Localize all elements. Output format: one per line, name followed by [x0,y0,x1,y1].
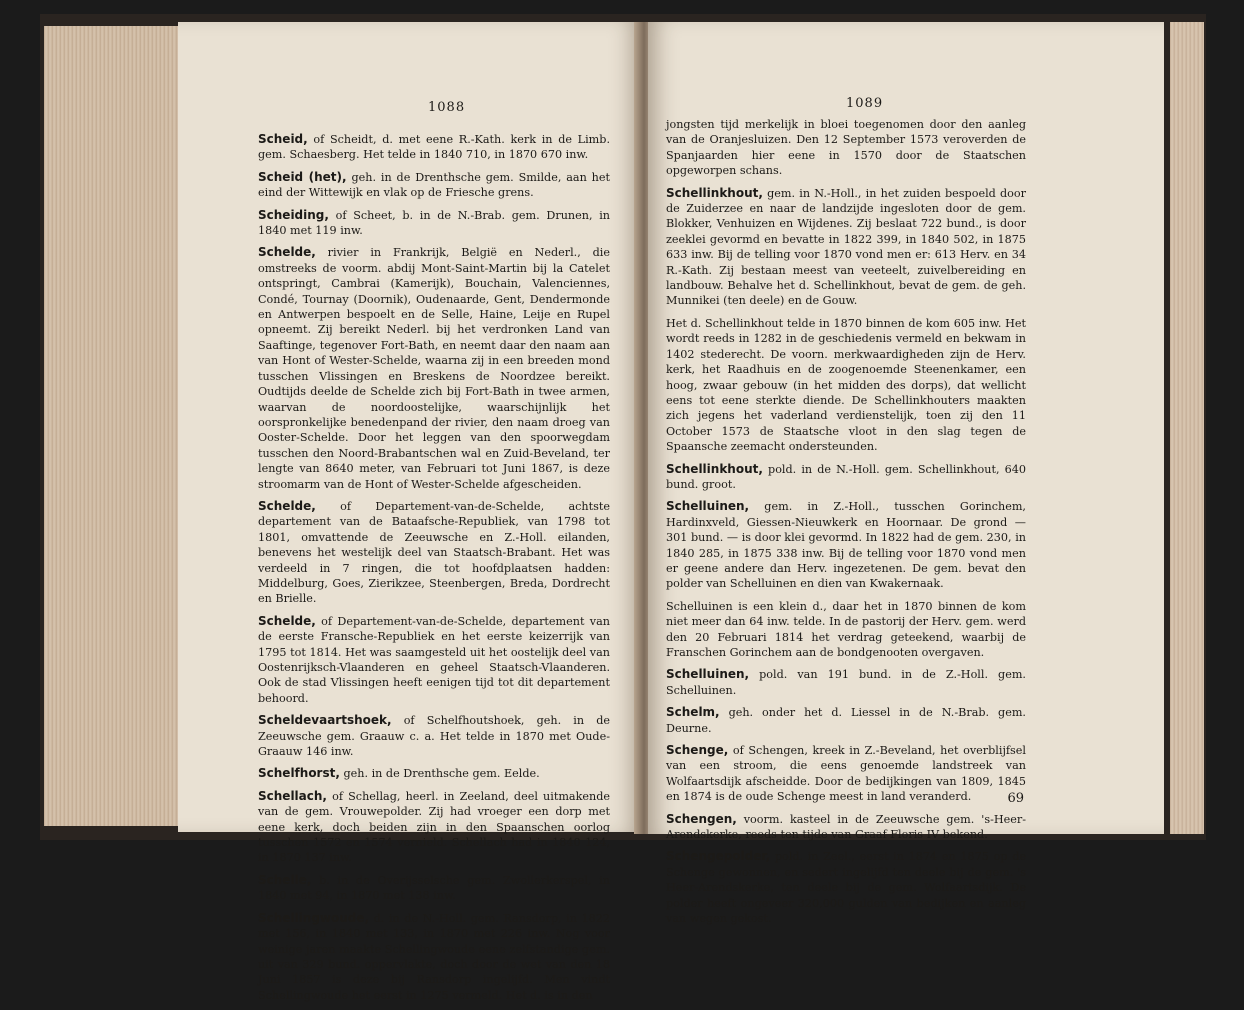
dictionary-entry [258,766,610,781]
right-page-column [666,117,1026,934]
dictionary-entry [666,186,1026,309]
dictionary-entry [666,667,1026,698]
entry-text: of Scheet, b. in de N.-Brab. gem. Drunen, in 1840 met 119 inw. [258,208,610,238]
entry-text: gem. in N.-Holl., in het zuiden bespoeld door de Zuiderzee en naar de landzijde ingesloten door de gem. Blokker, Venhuizen en Wijdenes. Zij beslaat 722 bund., is door zeeklei gevormd en bevatte in 1822 399, in 1840 502, in 1875 633 inw. Bij de telling voor 1870 vond men er: 613 Herv. en 34 R.-Kath. Zij bestaan meest van veeteelt, zuivelbereiding en landbouw. Behalve het d. Schellinkhout, bevat de gem. de geh. Munnikei (ten deele) en de Gouw. [666,186,1026,308]
entry-headword: Schelde, [258,245,316,260]
entry-headword: Schelm, [666,705,720,720]
entry-text: Het d. Schellinkhout telde in 1870 binnen de kom 605 inw. Het wordt reeds in 1282 in de geschiedenis vermeld en bekwam in 1402 stederecht. De voorn. merkwaardigheden zijn de Herv. kerk, het Raadhuis en de zoogenoemde Steenenkamer, een hoog, zwaar gebouw (in het midden des dorps), dat wellicht eens tot eene sterkte diende. De Schellinkhouters maakten zich jegens het vaderland verdienstelijk, toen zij den 11 October 1573 de Staatsche vloot in den slag tegen de Spaansche zeemacht ondersteunden. [666,316,1026,454]
entry-text: of Scheidt, d. met eene R.-Kath. kerk in de Limb. gem. Schaesberg. Het telde in 1840 710, in 1870 670 inw. [258,133,610,162]
entry-text: geh. onder het d. Liessel in de N.-Brab. gem. Deurne. [666,706,1026,735]
entry-text: pold. van 191 bund. in de Z.-Holl. gem. Schelluinen. [666,668,1026,697]
dictionary-entry [666,705,1026,736]
entry-text: of Schellag, heerl. in Zeeland, deel uitmakende van de gem. Vrouwepolder. Zij had vroeger een dorp met eene kerk, doch beiden zijn in den Spaanschen oorlog tusschen 1572 en 1574 vernield. Schellach had in 1840 124, in 1870 137 inw. [258,789,610,865]
dictionary-entry [258,911,610,1003]
entry-headword: Scheldevaartshoek, [258,713,392,728]
entry-headword: Schelluinen, [666,667,750,682]
dictionary-entry [258,873,610,904]
entry-text: pold. in de N.-Holl. gem. Schellinkhout, 640 bund. groot. [666,462,1026,491]
dictionary-entry [666,812,1026,843]
entry-text: of Departement-van-de-Schelde, achtste departement van de Bataafsche-Republiek, van 1798 tot 1801, omvattende de Zeeuwsche en Z.-Holl. eilanden, benevens het westelijk deel van Staatsch-Brabant. Het was verdeeld in 7 ringen, die tot hoofdplaatsen hadden: Middelburg, Goes, Zierikzee, Steenbergen, Breda, Dordrecht en Brielle. [258,499,610,606]
entry-headword: Schellingwoude, [258,910,370,925]
entry-headword: Scheid, [258,132,308,146]
dictionary-entry [258,499,610,607]
entry-headword: Schellinkhout, [666,185,763,200]
entry-headword: Schelde, [258,498,316,513]
dictionary-entry [258,170,610,201]
dictionary-entry [666,849,1026,926]
entry-text: b. in de Overijsselsche gem. Zwollerkerspel, in 1840 met 94, in 1870 met 138 inw. [258,873,610,903]
entry-text: jongsten tijd merkelijk in bloei toegenomen door den aanleg van de Oranjesluizen. Den 12 September 1573 veroverden de Spanjaarden hier eene in 1570 door de Staatschen opgeworpen schans. [666,118,1026,178]
dictionary-entry [666,599,1026,661]
entry-headword: Schengen, [666,811,737,826]
footer-number: 69 [1007,790,1024,806]
entry-text: rivier in Frankrijk, België en Nederl., die omstreeks de voorm. abdij Mont-Saint-Martin bij la Catelet ontspringt, Cambrai (Kamerijk), Bouchain, Valenciennes, Condé, Tournay (Doornik), Oudenaarde, Gent, Dendermonde en Antwerpen bespoelt en de Selle, Haine, Leije en Rupel opneemt. Zij bereikt Nederl. bij het verdronken Land van Saaftinge, tegenover Fort-Bath, en neemt daar den naam aan van Hont of Wester-Schelde, waarna zij in een breeden mond tusschen Vlissingen en Breskens de Noordzee bereikt. Oudtijds deelde de Schelde zich bij Fort-Bath in twee armen, waarvan de noordoostelijke, waarschijnlijk het oorspronkelijke benedenpand der rivier, den naam droeg van Ooster-Schelde. Door het leggen van den spoorwegdam tusschen den Noord-Brabantschen wal en Zuid-Beveland, ter lengte van 8640 meter, van Februari tot Juni 1867, is deze stroomarm van de Hont of Wester-Schelde afgescheiden. [258,246,610,491]
entry-headword: Scheid (het), [258,169,347,184]
entry-text: d. in de N.-Holl. gem. Ransdorp, in 1822 met 156, in 1840 met 133, in 1870 met 226 inw. Nog voor weinige jaren maakte Schellingwoude eene zelfstandige gem. uit van 329 bund. oppervlakte, doch door de wet van den 18 Juni 1857 is deze bij Ransdorp ingelijfd. Men vindt Schellingwoude het eerst in 1275 vermeld. Het d. is in den [258,911,610,1002]
dictionary-entry [666,117,1026,179]
page-edges-right [1170,22,1204,834]
dictionary-entry [258,132,610,163]
page-number-left: 1088 [428,100,466,115]
entry-headword: Schelluinen, [666,499,750,514]
entry-headword: Schelfhorst, [258,766,340,781]
entry-text: voorm. kasteel in de Zeeuwsche gem. 's-Heer-Arendskerke, reeds ten tijde van Graaf Floris IV bekend. [666,812,1026,842]
entry-text: geh. in de Drenthsche gem. Eelde. [339,767,540,781]
entry-text: of Schelfhoutshoek, geh. in de Zeeuwsche gem. Graauw c. a. Het telde in 1870 met Oude-Graauw 146 inw. [258,714,610,759]
dictionary-entry [666,499,1026,591]
dictionary-entry [258,208,610,239]
entry-text: of Departement-van-de-Schelde, departement van de eerste Fransche-Republiek en het eerste keizerrijk van 1795 tot 1814. Het was saamgesteld uit het oostelijk deel van Oostenrijksch-Vlaanderen en geheel Staatsch-Vlaanderen. Ook de stad Vlissingen heeft eenigen tijd tot dit departement behoord. [258,614,610,705]
dictionary-entry [258,245,610,492]
entry-text: geh. in de Drenthsche gem. Smilde, aan het eind der Wittewijk en vlak op de Friesche grens. [258,170,610,200]
page-edges-left [44,26,194,826]
entry-headword: Schellinkhout, [666,461,763,476]
dictionary-entry [258,614,610,706]
dictionary-entry [666,316,1026,455]
dictionary-entry [666,462,1026,493]
dictionary-entry [258,789,610,866]
dictionary-entry [258,713,610,759]
entry-headword: Schelle, [258,872,312,887]
right-page [648,22,1164,926]
dictionary-entry [666,743,1026,805]
left-page-column [258,132,610,1010]
entry-headword: Schellach, [258,788,327,803]
page-number-right: 1089 [846,96,884,111]
entry-text: gem. in Z.-Holl., tusschen Gorinchem, Hardinxveld, Giessen-Nieuwkerk en Hoornaar. De grond — 301 bund. — is door klei gevormd. In 1822 had de gem. 230, in 1840 285, in 1875 338 inw. Bij de telling voor 1870 vond men er geene andere dan Herv. ingezetenen. De gem. bevat den polder van Schelluinen en dien van Kwakernaak. [666,500,1026,591]
entry-text: Schelluinen is een klein d., daar het in 1870 binnen de kom niet meer dan 64 inw. telde. In de pastorij der Herv. gem. werd den 20 Februari 1814 het verdrag geteekend, waarbij de Franschen Gorinchem aan de bondgenooten overgaven. [666,599,1026,659]
entry-text: of Schengen, kreek in Z.-Beveland, het overblijfsel van een stroom, die eens genoemde landstreek van Wolfaartsdijk afscheidde. Door de bedijkingen van 1809, 1845 en 1874 is de oude Schenge meest in land veranderd. [666,744,1026,804]
entry-headword: Schenge, [666,743,729,758]
entry-headword: Scheiding, [258,207,329,222]
entry-headword: Schengepolder, [666,849,771,864]
entry-headword: Schelde, [258,613,316,628]
entry-text: pold. in Zeel., eerst in 1874 en 1875 op de Schenge gewonnen, en sedert ingelijfd ten deele bij de gem. 's Heer-Arendskerke, ten deele bij de gem. Wolfaartsdijk. De polder heeft ongeveer 320,000 gulden van bedijken en aanleg van wegen gekost. [666,850,1026,926]
left-page [178,22,640,1002]
